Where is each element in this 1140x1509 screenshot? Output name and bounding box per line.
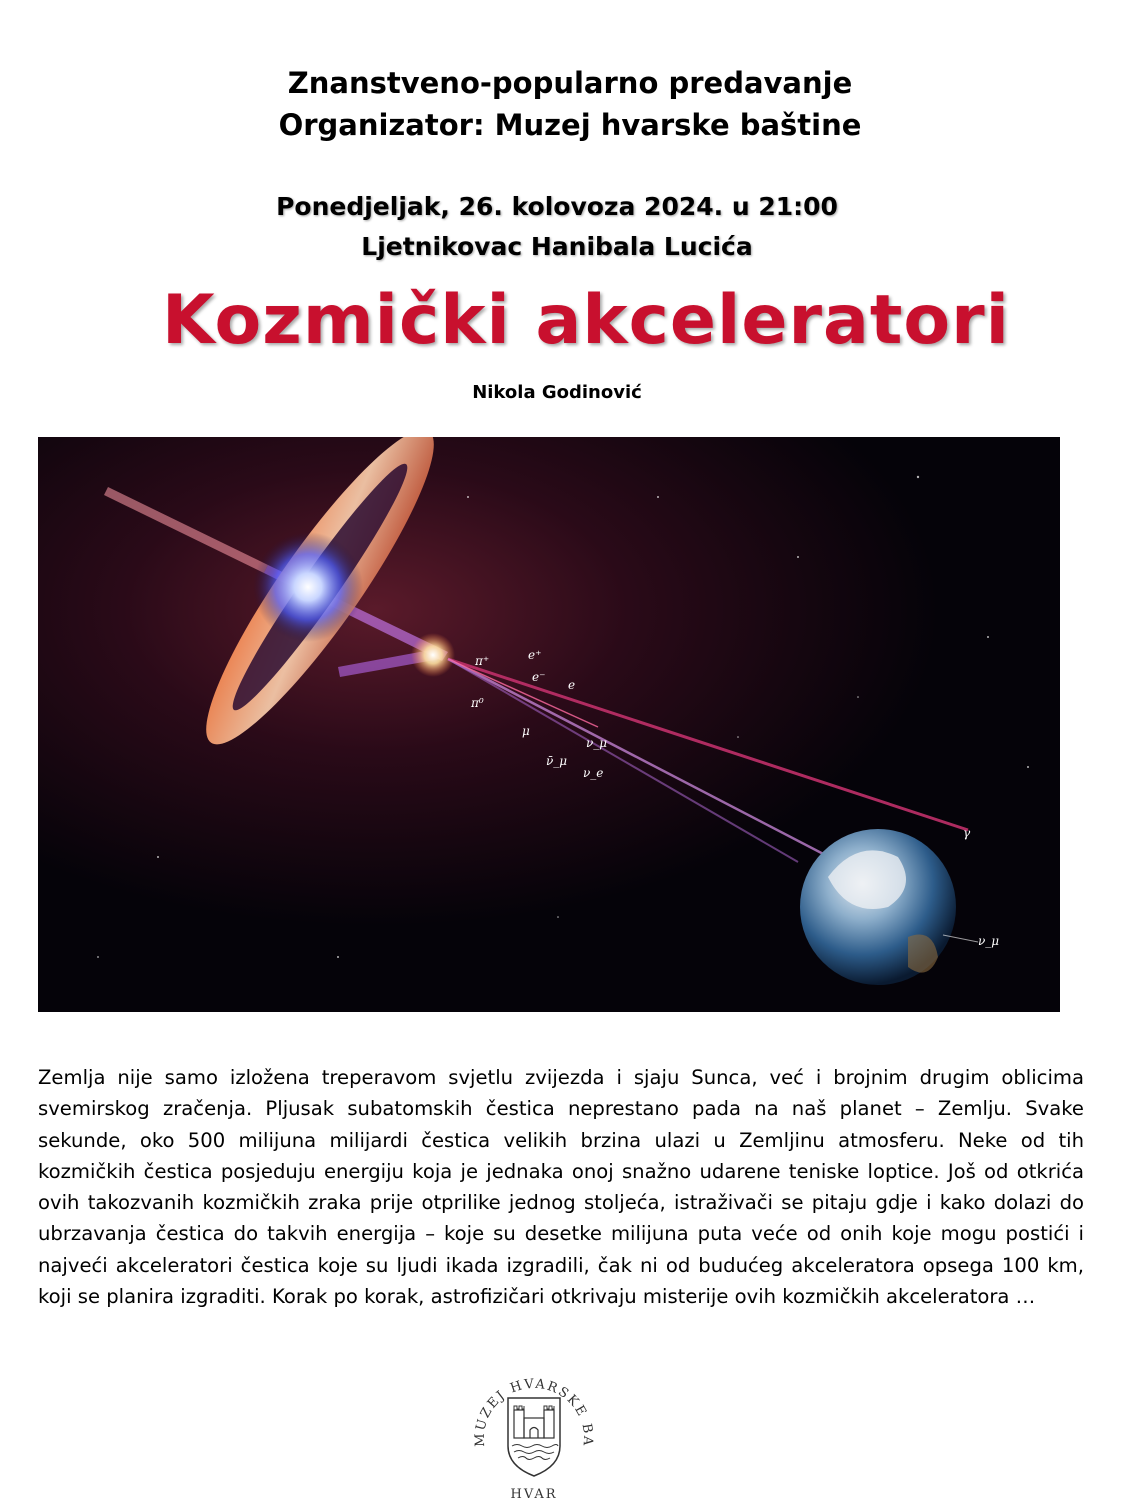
logo-ring-text: MUZEJ HVARSKE BA (472, 1376, 596, 1448)
label-nu-mu-earth: ν_μ (978, 934, 1000, 948)
label-mu: μ (522, 724, 530, 738)
cosmic-accelerator-illustration (38, 437, 1060, 1012)
label-nu-mu-bar: ν̄_μ (546, 754, 568, 768)
label-e-plus: e⁺ (528, 648, 542, 662)
label-pi-zero: π⁰ (471, 696, 484, 710)
event-venue: Ljetnikovac Hanibala Lucića (361, 232, 753, 261)
description-paragraph: Zemlja nije samo izložena treperavom svjetlu zvijezda i sjaju Sunca, već i brojnim drugim oblicima svemirskog zračenja. Pljusak subatomskih čestica neprestano pada na naš planet – Zemlju. Svake sekunde, oko 500 milijuna milijardi čestica velikih brzina ulazi u Zemljinu atmosferu. Neke od tih kozmičkih čestica posjeduju energiju koja je jednaka onoj snažno udarene teniske loptice. Još od otkrića ovih takozvanih kozmičkih zraka prije otprilike jednog stoljeća, istraživači se pitaju gdje i kako dolazi do ubrzavanja čestica do takvih energija – koje su desetke milijuna puta veće od onih koje mogu postići i najveći akceleratori čestica koje su ljudi ikada izgradili, čak ni od budućeg akceleratora opsega 100 km, koji se planira izgraditi. Korak po korak, astrofizičari otkrivaju misterije ovih kozmičkih akceleratora … (38, 1066, 1084, 1309)
event-type-heading: Znanstveno-popularno predavanje (287, 66, 853, 100)
label-e: e (568, 678, 576, 692)
event-date: Ponedjeljak, 26. kolovoza 2024. u 21:00 (276, 192, 838, 221)
label-nu-e: ν_e (583, 766, 604, 780)
museum-seal-logo (464, 1360, 604, 1505)
speaker-name: Nikola Godinović (472, 382, 642, 403)
organizer-heading: Organizator: Muzej hvarske baštine (278, 108, 862, 142)
label-gamma: γ (963, 826, 971, 840)
label-pi-plus: π⁺ (475, 654, 490, 668)
label-nu-mu: ν_μ (586, 736, 608, 750)
logo-city-text: HVAR (510, 1487, 558, 1502)
label-e-minus: e⁻ (532, 670, 546, 684)
lecture-title: Kozmički akceleratori (162, 281, 1010, 360)
